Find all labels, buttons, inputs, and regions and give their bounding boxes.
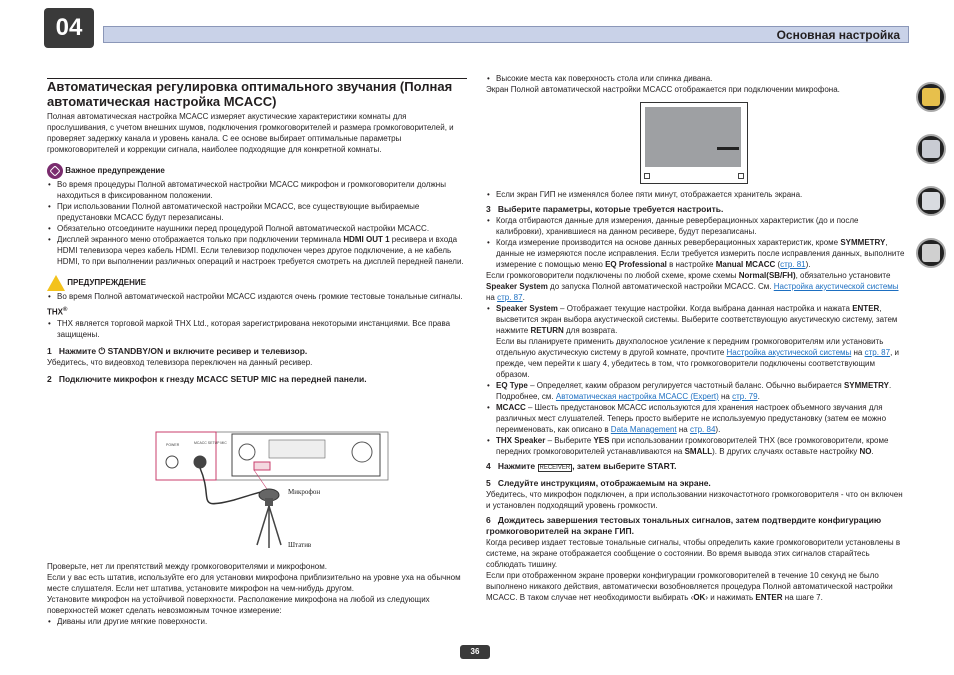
microphone-body <box>265 498 273 506</box>
list-item: • Во время Полной автоматической настройки MCACC издаются очень громкие тестовые тональные сигналы. <box>47 291 469 302</box>
list-item: • При использовании Полной автоматической настройки MCACC, все существующие выбираемые предустановки MCACC будут перезаписаны. <box>47 201 469 223</box>
faq-icon[interactable] <box>916 186 946 216</box>
warning-icon <box>47 275 65 291</box>
paragraph: Если вы планируете применить двухполосное усиление к передним громкоговорителям или установить отдельную акустическую систему в другой комнате, прочтите Настройка акустической системы на стр. 87, и прежде, чем перейти к шагу 4, убедитесь в том, что громкоговорители подключены соответствующим образом. <box>496 337 899 379</box>
tripod-leg <box>269 506 281 545</box>
list-item: • Когда отбираются данные для измерения, данные реверберационных характеристик (до и после калибровки), хранившиеся на данном ресивере, будут перезаписаны. <box>486 215 906 237</box>
page-number: 36 <box>460 645 490 659</box>
list-item: • Высокие места как поверхность стола или спинка дивана. <box>486 73 906 84</box>
step-1-title: 1 Нажмите ⏻ STANDBY/ON и включите ресивер и телевизор. <box>47 345 308 356</box>
page-link[interactable]: стр. 84 <box>689 425 716 434</box>
list-item: • Если экран ГИП не изменялся более пяти минут, отображается хранитель экрана. <box>486 189 906 200</box>
page-link[interactable]: стр. 87 <box>497 293 523 302</box>
paragraph: Экран Полной автоматической настройки MCACC отображается при подключении микрофона. <box>486 85 840 94</box>
page-link[interactable]: стр. 79 <box>732 392 758 401</box>
left-column-bottom <box>47 561 469 627</box>
step-5-title: 5 Следуйте инструкциям, отображаемым на экране. <box>486 478 711 488</box>
power-button <box>166 456 178 468</box>
page-link[interactable]: стр. 87 <box>864 348 891 357</box>
input-knob <box>239 444 255 460</box>
section-link[interactable]: Настройка акустической системы <box>726 348 852 357</box>
list-item: • Диваны или другие мягкие поверхности. <box>47 616 469 627</box>
step-3-title: 3 Выберите параметры, которые требуется настроить. <box>486 204 724 214</box>
power-label: POWER <box>166 443 180 447</box>
important-block <box>47 163 469 179</box>
tripod-leg <box>257 506 269 545</box>
microphone-connection-figure <box>154 430 394 560</box>
intro-paragraph: Полная автоматическая настройка MCACC измеряет акустические характеристики комнаты для прослушивания, с учетом внешних шумов, подключения громкоговорителей и размера громкоговорителей, и проверяет задержку канала и уровень канала. С ее основе выбирает оптимальные параметры громкоговорителей и коррекции сигнала, наиболее подходящие для конкретной комнаты. <box>47 112 454 154</box>
receiver-key-icon: RECEIVER <box>539 465 571 471</box>
section-link[interactable]: Настройка акустической системы <box>773 282 899 291</box>
step-6-title: 6 Дождитесь завершения тестовых тональных сигналов, затем подтвердите конфигурацию громкоговорителей на экране ГИП. <box>486 515 882 536</box>
section-link[interactable]: Data Management <box>610 425 677 434</box>
list-item: • Когда измерение производится на основе данных реверберационных характеристик, кроме SYMMETRY, данные не измеряются после исправления. Если требуется измерить после исправления данных, выполните измерение с помощью меню EQ Professional в настройке Manual MCACC (стр. 81). <box>486 237 906 270</box>
contents-book-icon[interactable] <box>916 82 946 112</box>
mic-label: Микрофон <box>288 488 321 496</box>
screen-area <box>645 107 741 167</box>
right-column <box>486 73 906 95</box>
screen-bar <box>717 147 739 150</box>
volume-knob <box>352 442 372 462</box>
page-link[interactable]: стр. 81 <box>780 260 806 269</box>
zoom-frame <box>156 432 216 480</box>
stand-label: Штатив <box>288 541 312 549</box>
list-item: • THX Speaker – Выберите YES при использовании громкоговорителей THX (все громкоговорители, кроме передних громкоговорителей устанавливаются на SMALL). В других случаях оставьте настройку NO. <box>486 435 906 457</box>
mic-jack <box>194 456 206 468</box>
paragraph: Проверьте, нет ли препятствий между громкоговорителями и микрофоном. <box>47 562 327 571</box>
list-item: • THX является торговой маркой THX Ltd., которая зарегистрирована некоторыми инстанциями. Все права защищены. <box>47 318 469 340</box>
settings-tools-icon[interactable] <box>916 134 946 164</box>
paragraph: Убедитесь, что микрофон подключен, а при использовании низкочастотного громкоговорителя - что он включен и установлен подходящий уровень громкости. <box>486 490 903 510</box>
list-item: • MCACC – Шесть предустановок MCACC используются для хранения настроек объемного звучания для различных мест слушателей. Теперь просто выберите не используемую предустановку (затем ее можно переименовать, как описано в Data Management на стр. 84). <box>486 402 906 435</box>
section-title: Основная настройка <box>776 28 900 42</box>
paragraph: Если у вас есть штатив, используйте его для установки микрофона приблизительно на уровне уха на обычном месте слушателя. Если нет штатива, установите микрофон на чем-нибудь другом. <box>47 573 461 593</box>
left-column <box>47 111 469 385</box>
corner-mark <box>644 173 650 179</box>
list-item: • Обязательно отсоедините наушники перед процедурой Полной автоматической настройки MCACC. <box>47 223 469 234</box>
list-item: • Дисплей экранного меню отображается только при подключении терминала HDMI OUT 1 ресивера и входа HDMI телевизора через кабель HDMI. Если телевизор подключен через другое подключение, а не кабель HDMI, то при выполнении различных операций и настроек требуется смотреть на дисплей передней панели. <box>47 234 469 267</box>
important-heading: Важное предупреждение <box>65 166 165 176</box>
corner-mark <box>738 173 744 179</box>
page-title: Автоматическая регулировка оптимального звучания (Полная автоматическая настройка MCACC) <box>47 79 453 109</box>
list-item: • Во время процедуры Полной автоматической настройки MCACC микрофон и громкоговорители должны находиться в фиксированном положении. <box>47 179 469 201</box>
display-window <box>269 440 325 458</box>
caution-block <box>47 275 469 291</box>
appendix-icon[interactable] <box>916 238 946 268</box>
list-item: • Speaker System – Отображает текущие настройки. Когда выбрана данная настройка и нажата ENTER, высветится экран выбора акустической системы. Выберите соответствующую акустическую систему, затем нажмите RETURN для возврата. <box>486 303 906 336</box>
chapter-number: 04 <box>44 8 94 48</box>
paragraph: Если при отображенном экране проверки конфигурации громкоговорителей в течение 10 секунд не было выполнено никакого действия, автоматически возобновляется процедура Полной автоматической настройки MCACC. В таком случае нет необходимости выбирать ‹OK› и нажимать ENTER на шаге 7. <box>486 571 893 602</box>
paragraph: Когда ресивер издает тестовые тональные сигналы, чтобы определить какие громкоговорители установлены в системе, на экране отображается сообщение о состоянии. Во время вывода этих сигналов старайтесь соблюдать тишину. <box>486 538 901 569</box>
caution-heading: ПРЕДУПРЕЖДЕНИЕ <box>67 278 146 288</box>
gui-screen-illustration <box>640 102 748 184</box>
paragraph: Если громкоговорители подключены по любой схеме, кроме схемы Normal(SB/FH), обязательно установите Speaker System до запуска Полной автоматической настройки MCACC. См. Настройка акустической системы на стр. 87. <box>486 271 899 302</box>
section-header <box>103 26 909 43</box>
section-link[interactable]: Автоматическая настройка MCACC (Expert) <box>555 392 719 401</box>
front-jack-area <box>254 462 270 470</box>
mcacc-label: MCACC SETUP MIC <box>194 441 227 445</box>
thx-heading: THX® <box>47 307 68 317</box>
paragraph: Установите микрофон на устойчивой поверхности. Расположение микрофона на любой из следующих поверхностей может сделать невозможным точное измерение: <box>47 595 430 615</box>
note-icon <box>47 163 63 179</box>
right-column-main <box>486 189 906 603</box>
step-1-text: Убедитесь, что видеовход телевизора переключен на данный ресивер. <box>47 357 313 367</box>
list-item: • EQ Type – Определяет, каким образом регулируется частотный баланс. Обычно выбирается SYMMETRY. Подробнее, см. Автоматическая настройка MCACC (Expert) на стр. 79. <box>486 380 906 402</box>
step-4-title: 4 Нажмите RECEIVER , затем выберите START. <box>486 461 677 471</box>
step-2-title: 2 Подключите микрофон к гнезду MCACC SETUP MIC на передней панели. <box>47 373 367 384</box>
